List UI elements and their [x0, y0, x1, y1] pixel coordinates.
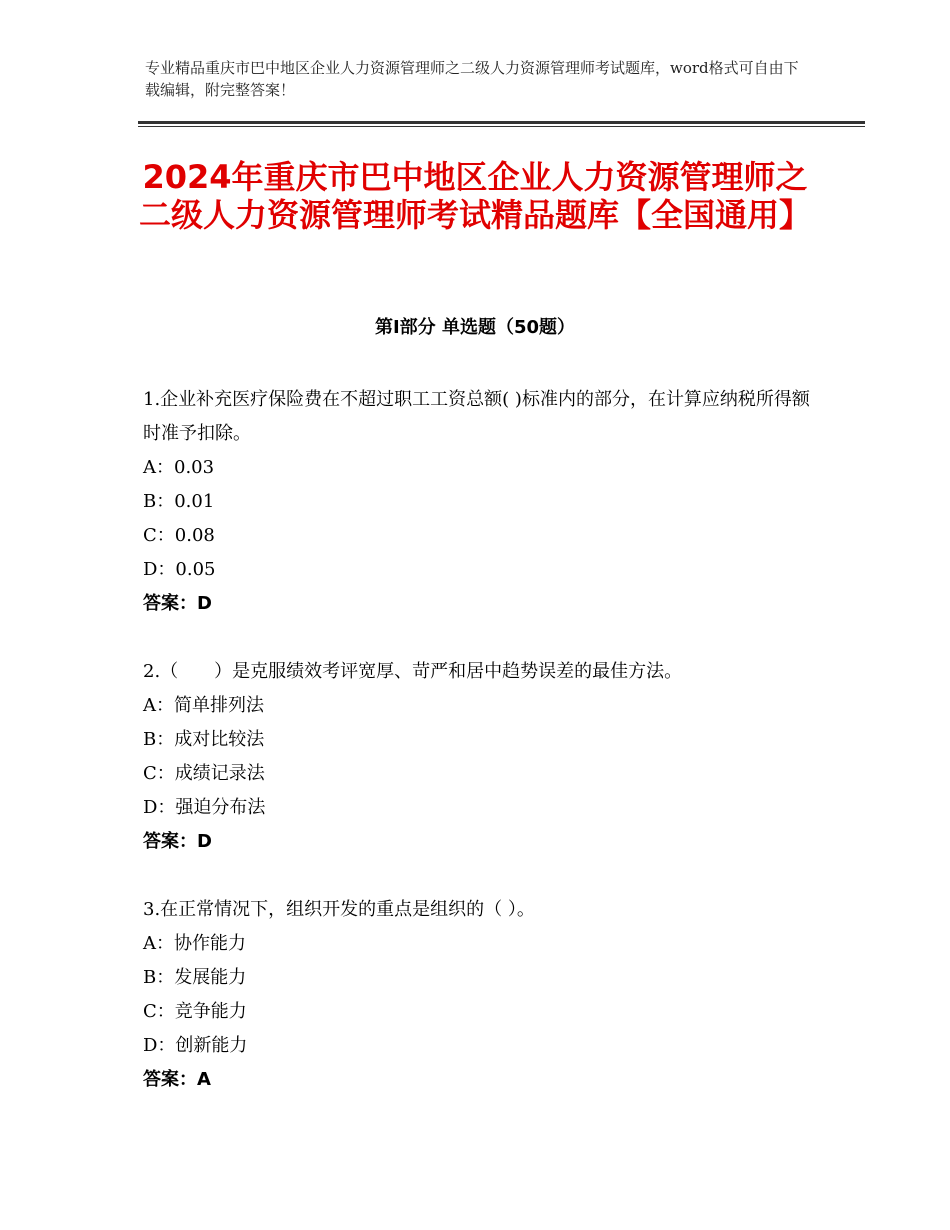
option-d: D：强迫分布法: [143, 797, 266, 818]
section-title: 第Ⅰ部分 单选题（50题）: [374, 317, 575, 338]
question-stem: 2.（ ）是克服绩效考评宽厚、苛严和居中趋势误差的最佳方法。: [143, 661, 683, 682]
answer-label: 答案：D: [143, 593, 212, 614]
option-c: C：成绩记录法: [143, 763, 265, 784]
option-c: C：竞争能力: [143, 1001, 247, 1022]
question-1: [143, 383, 823, 621]
answer-label: 答案：D: [143, 831, 212, 852]
answer-label: 答案：A: [143, 1069, 211, 1090]
question-2: [143, 655, 823, 859]
option-d: D：0.05: [143, 559, 216, 580]
question-3: [143, 893, 823, 1097]
header-note: 专业精品重庆市巴中地区企业人力资源管理师之二级人力资源管理师考试题库，word格式可自由下载编辑，附完整答案！: [145, 59, 799, 99]
question-stem: 1.企业补充医疗保险费在不超过职工工资总额( )标准内的部分，在计算应纳税所得额时准予扣除。: [143, 389, 810, 444]
option-d: D：创新能力: [143, 1035, 248, 1056]
option-c: C：0.08: [143, 525, 215, 546]
option-b: B：0.01: [143, 491, 215, 512]
option-a: A：0.03: [143, 457, 215, 478]
option-a: A：简单排列法: [143, 695, 264, 716]
option-b: B：成对比较法: [143, 729, 265, 750]
option-b: B：发展能力: [143, 967, 247, 988]
option-a: A：协作能力: [143, 933, 246, 954]
header-divider-thin: [138, 126, 865, 127]
document-title: 2024年重庆市巴中地区企业人力资源管理师之二级人力资源管理师考试精品题库【全国通用】: [138, 158, 811, 234]
question-stem: 3.在正常情况下，组织开发的重点是组织的（ ）。: [143, 899, 535, 920]
question-list: [143, 383, 823, 1131]
header-divider-thick: [138, 121, 865, 124]
